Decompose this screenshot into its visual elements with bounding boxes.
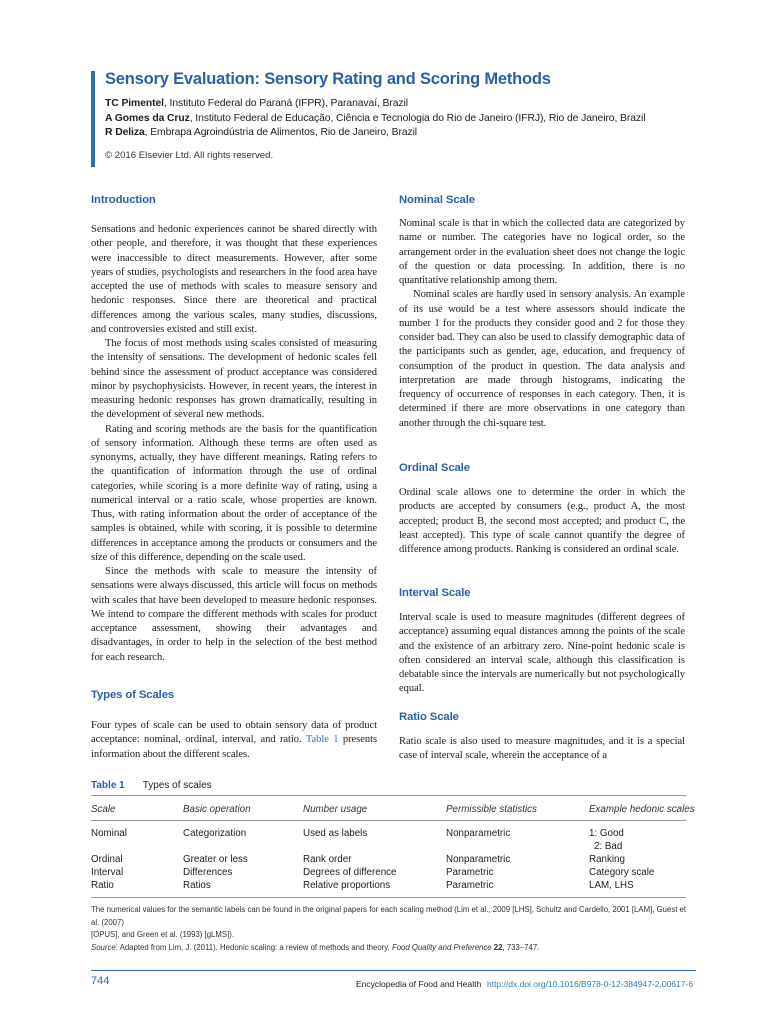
table-header-cell: Basic operation	[183, 804, 251, 815]
introduction-body	[91, 223, 377, 665]
paragraph: Sensations and hedonic experiences cannot be shared directly with other people, and therefore, it was thought that these experiences were inaccessible to direct measurements. However, after some years of studies, psychologists and researchers in the food area have accepted the use of methods with scales to measure sensory and hedonic responses. Since there are theoretical and practical differences among the various scales, many studies, discussions, and controversies existed and still exist.	[91, 224, 377, 335]
table-cell: Category scale	[589, 867, 655, 878]
header-accent-bar	[91, 71, 95, 167]
paragraph: Ordinal scale allows one to determine the order in which the products are accepted by consumers (e.g., product A, the most accepted; product B, the second most accepted; and product C, the least accepted). This type of scale cannot quantify the degree of difference among products. Ranking is considered an ordinal scale.	[399, 487, 685, 555]
table-cell: Used as labels	[303, 828, 368, 839]
author-affiliation: , Embrapa Agroindústria de Alimentos, Rio de Janeiro, Brazil	[144, 127, 418, 138]
paragraph: Nominal scales are hardly used in sensory analysis. An example of its use would be a test where assessors should indicate the number 1 for the products they consider good and 2 for those they consider bad. They can also be used to classify demographic data of the participants such as gender, age, education, and frequency of consumption of the product in question. The data analysis and interpretation are made through histograms, indicating the frequency of occurrence of responses in each category. Then, it is determined if there are more observations in one category than another through the chi-square test.	[399, 289, 685, 429]
journal-name: Encyclopedia of Food and Health	[356, 979, 482, 989]
author-name: TC Pimentel	[105, 98, 164, 109]
table-cell: Relative proportions	[303, 880, 391, 891]
table-source: Source: Adapted from Lim, J. (2011). Hedonic scaling: a review of methods and theory. Food Quality and Preference 22, 733–747.	[91, 942, 540, 952]
table-bottom-rule	[91, 897, 686, 898]
table-cell: Nonparametric	[446, 828, 511, 839]
copyright-notice: © 2016 Elsevier Ltd. All rights reserved.	[105, 150, 274, 161]
ordinal-scale-body	[399, 486, 685, 557]
table-cell: Ranking	[589, 854, 625, 865]
table-cell: Greater or less	[183, 854, 248, 865]
ratio-scale-body	[399, 735, 685, 764]
table-1-link[interactable]: Table 1	[305, 734, 339, 746]
table-cell: Ratio	[91, 880, 114, 891]
ordinal-scale-heading: Ordinal Scale	[399, 462, 470, 474]
table-cell: Nominal	[91, 828, 127, 839]
author-line	[105, 127, 745, 138]
article-title: Sensory Evaluation: Sensory Rating and Scoring Methods	[105, 70, 551, 88]
table-cell: Ratios	[183, 880, 211, 891]
paragraph: Ratio scale is also used to measure magnitudes, and it is a special case of interval scale, wherein the acceptance of a	[399, 736, 685, 762]
page-number: 744	[91, 975, 110, 987]
table-cell: Differences	[183, 867, 233, 878]
table-cell: Parametric	[446, 867, 494, 878]
paragraph: Since the methods with scale to measure the intensity of sensations were always discussed, this article will focus on methods with scales that have been developed to measure hedonic responses. We intend to compare the different methods with scales for product acceptance assessment, showing their advantages and disadvantages, in order to help in the selection of the best method for each research.	[91, 566, 377, 663]
table-cell: Parametric	[446, 880, 494, 891]
table-note: [OPUS], and Green et al. (1993) [gLMS]).	[91, 930, 235, 939]
table-header-cell: Scale	[91, 804, 116, 815]
table-cell: Degrees of difference	[303, 867, 397, 878]
table-footnotes	[91, 904, 691, 954]
paragraph: Four types of scale can be used to obtain sensory data of product acceptance: nominal, ordinal, interval, and ratio. Table 1 presents information about the different scales.	[91, 720, 377, 760]
table-note: The numerical values for the semantic labels can be found in the original papers for each scaling method (Lim et al., 2009 [LHS], Schultz and Cardello, 2001 [LAM], Guest et al. (2007)	[91, 905, 687, 927]
table-cell: Ordinal	[91, 854, 123, 865]
nominal-scale-body	[399, 217, 685, 431]
paragraph: Interval scale is used to measure magnitudes (different degrees of acceptance) assuming equal distances among the points of the scale and the existence of an arbitrary zero. Nine-point hedonic scale is often considered an interval scale, although this classification is debatable since the intervals are numerically but not psychologically equal.	[399, 612, 685, 695]
table-cell: Nonparametric	[446, 854, 511, 865]
author-name: R Deliza	[105, 127, 145, 138]
types-of-scales-heading: Types of Scales	[91, 689, 175, 701]
table-cell: 2: Bad	[594, 841, 623, 852]
table-cell: Interval	[91, 867, 124, 878]
author-name: A Gomes da Cruz	[105, 113, 190, 124]
paragraph: The focus of most methods using scales consisted of measuring the intensity of sensations. The development of hedonic scales fell behind since the assessment of product acceptance was considered minor by psychophysicists. However, in recent years, the interest in measuring hedonic responses has grown dramatically, resulting in the development of several new methods.	[91, 338, 377, 421]
table-caption	[91, 780, 212, 791]
types-of-scales-body	[91, 719, 377, 762]
paragraph: Rating and scoring methods are the basis for the quantification of sensory information. Although these terms are often used as synonyms, actually, they have different meanings. Rating refers to the quantification of information through the use of ordinal categories, while scoring is a more definite way of rating, using a numerical interval or a ratio scale, whose properties are known. Thus, with rating information about the order of acceptance of the samples is obtained, while with scoring, it is possible to determine differences in acceptance among the products or consumers and the size of this difference, depending on the scale used.	[91, 423, 377, 563]
table-cell: 1: Good	[589, 828, 624, 839]
nominal-scale-heading: Nominal Scale	[399, 194, 475, 206]
table-top-rule	[91, 795, 686, 796]
table-label: Table 1	[91, 780, 125, 791]
interval-scale-body	[399, 611, 685, 697]
introduction-heading: Introduction	[91, 194, 156, 206]
footer-rule	[91, 970, 696, 971]
author-line	[105, 113, 745, 124]
table-cell: Rank order	[303, 854, 352, 865]
ratio-scale-heading: Ratio Scale	[399, 711, 459, 723]
author-affiliation: , Instituto Federal de Educação, Ciência e Tecnologia do Rio de Janeiro (IFRJ), Rio de Janeiro, Brazil	[189, 113, 646, 124]
table-cell: Categorization	[183, 828, 247, 839]
paragraph: Nominal scale is that in which the collected data are categorized by name or number. The categories have no logical order, so the arrangement order in the evaluation sheet does not change the logic of the question or data processing. In addition, there is no quantitative relationship among them.	[399, 218, 685, 286]
table-header-rule	[91, 820, 686, 821]
author-affiliation: , Instituto Federal do Paraná (IFPR), Paranavaí, Brazil	[163, 98, 408, 109]
table-cell: LAM, LHS	[589, 880, 634, 891]
interval-scale-heading: Interval Scale	[399, 587, 471, 599]
table-header-cell: Number usage	[303, 804, 368, 815]
table-title: Types of scales	[142, 780, 212, 791]
table-header-cell: Example hedonic scales	[589, 804, 695, 815]
doi-link[interactable]: http://dx.doi.org/10.1016/B978-0-12-384947-2.00617-6	[487, 979, 694, 989]
table-header-cell: Permissible statistics	[446, 804, 537, 815]
author-line	[105, 98, 745, 109]
